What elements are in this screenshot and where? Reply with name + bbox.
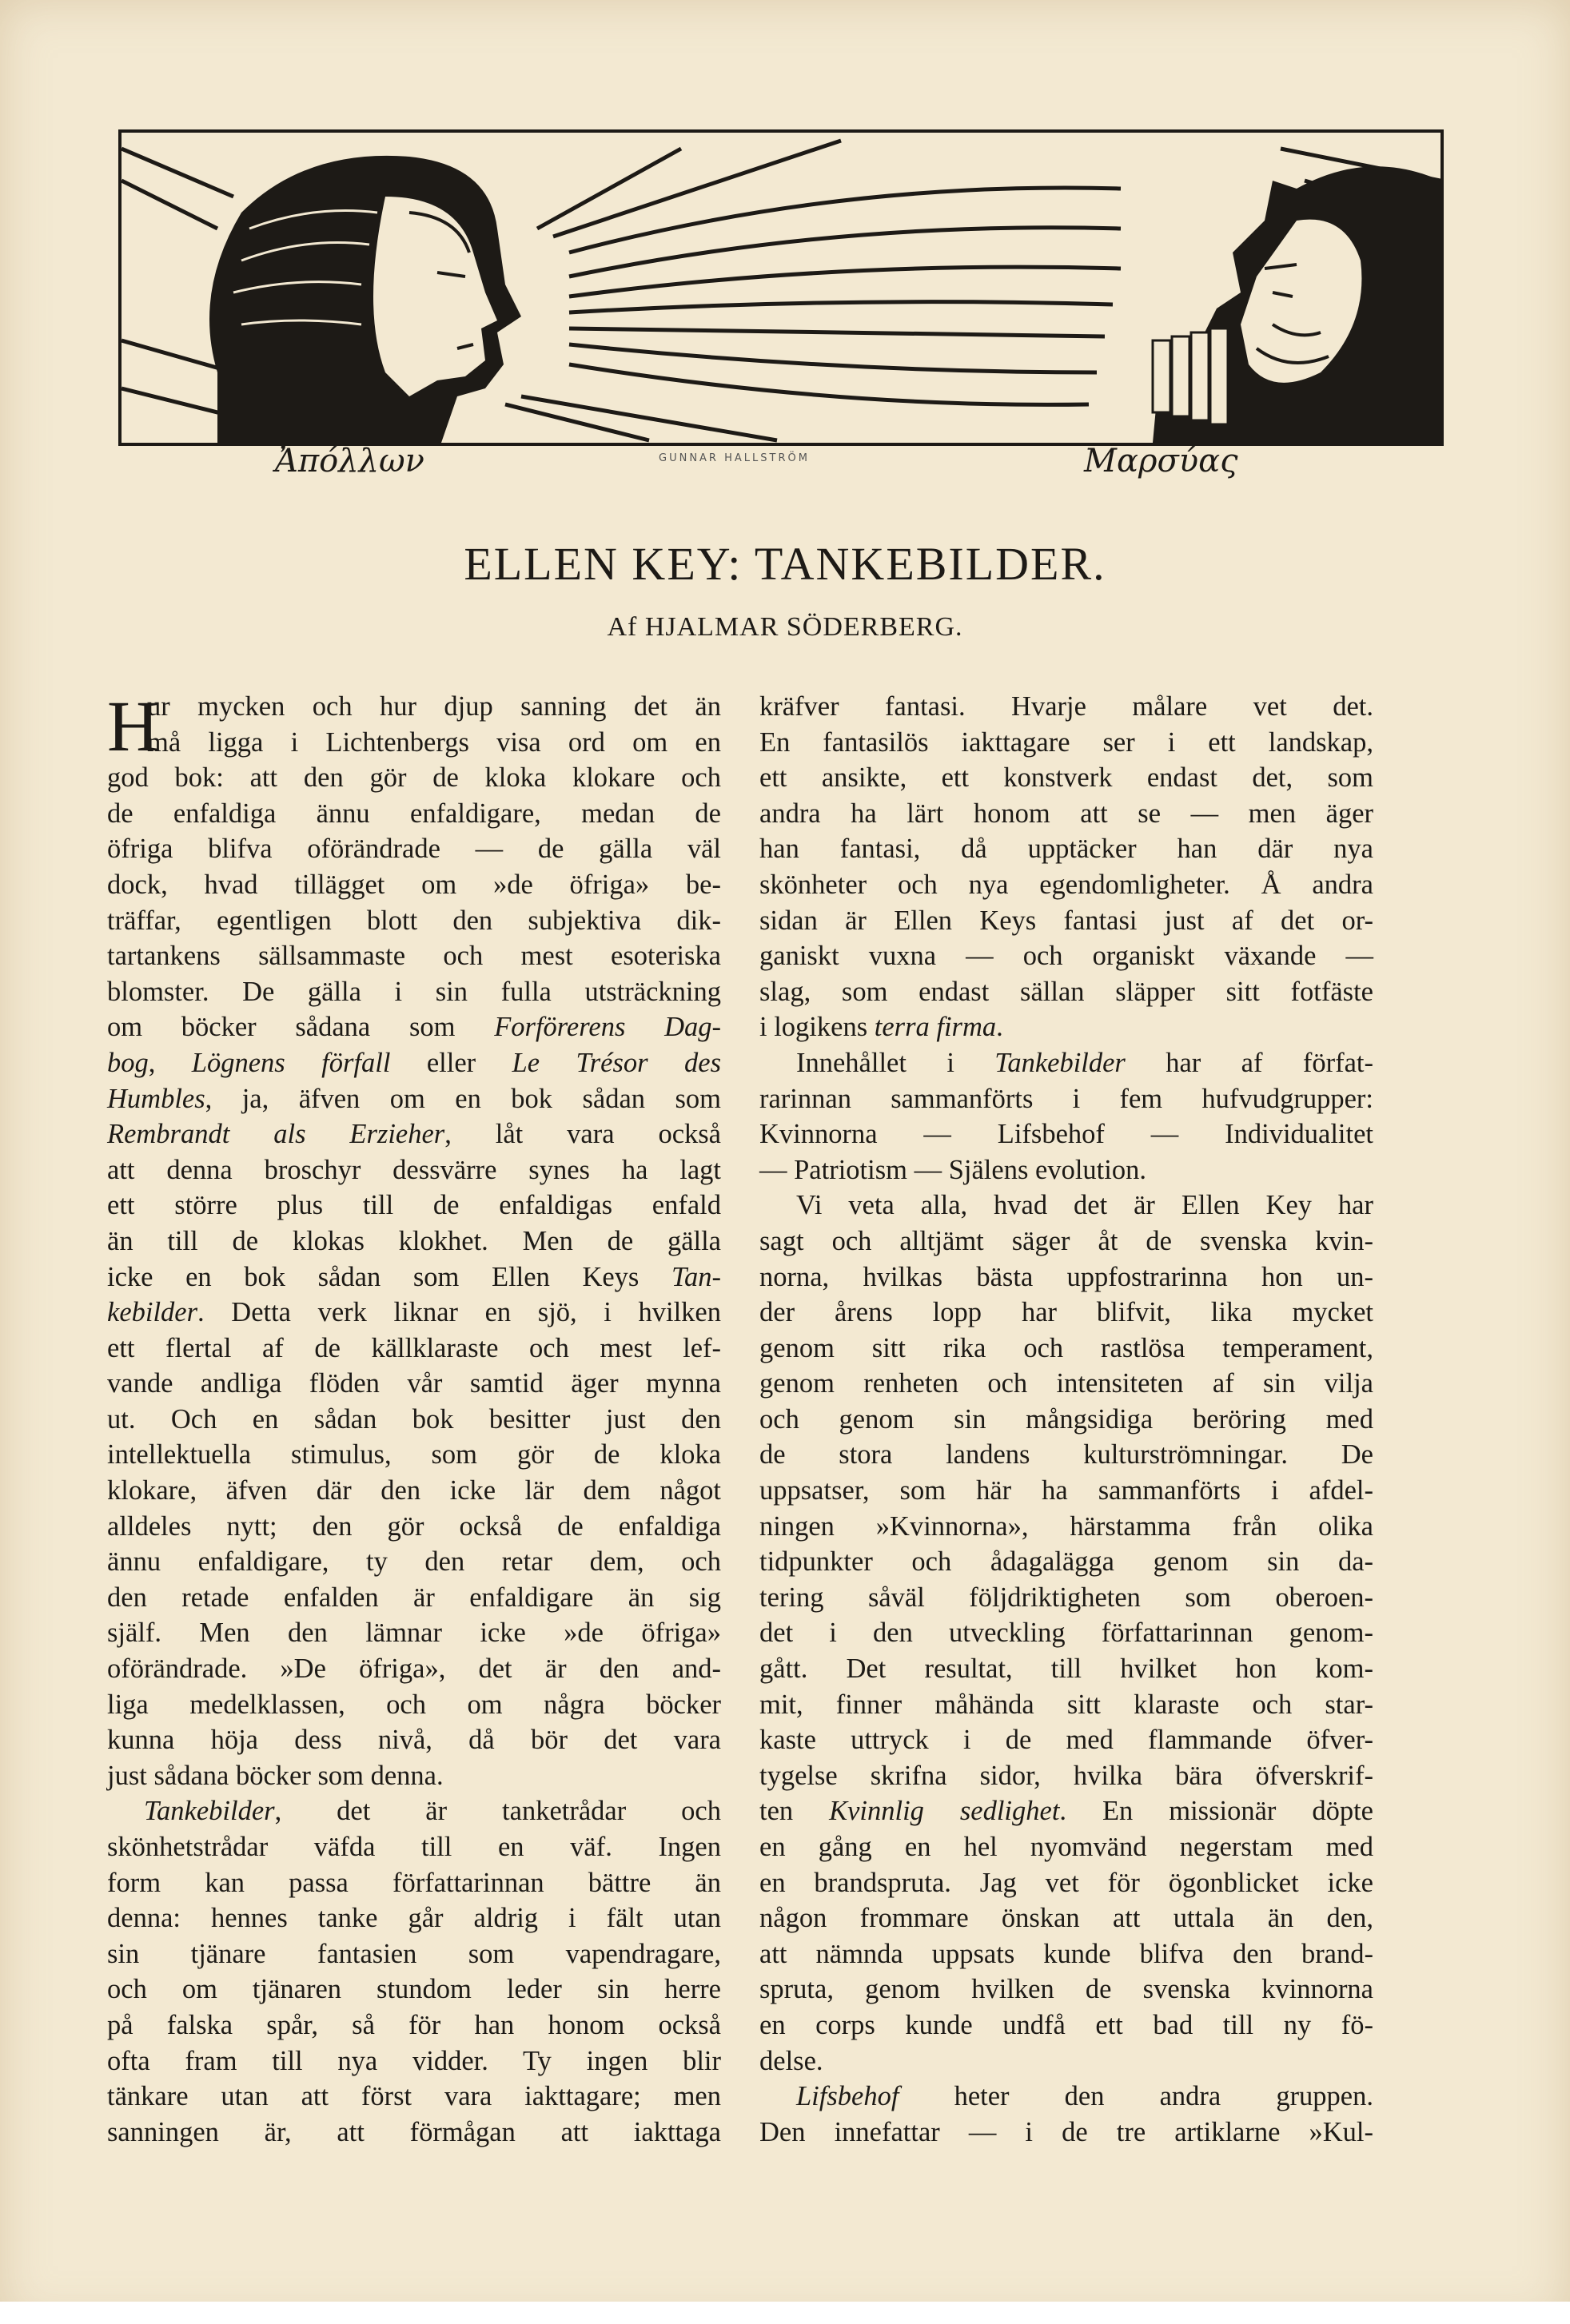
text-run: uppsatser, som här ha sammanförts i afdel-: [759, 1475, 1373, 1506]
text-run: , låt vara också: [444, 1119, 721, 1150]
text-line: [107, 1331, 721, 1367]
text-line: [107, 938, 721, 974]
text-run: om böcker sådana som: [107, 1012, 495, 1043]
italic-title-text: kebilder: [107, 1297, 198, 1328]
text-line: [107, 1972, 721, 2008]
text-run: god bok: att den gör de kloka klokare och: [107, 762, 721, 794]
text-run: delse.: [759, 2045, 823, 2076]
text-line: [759, 1900, 1373, 1936]
text-column-right: [759, 689, 1373, 2150]
article-title: ELLEN KEY: TANKEBILDER.: [464, 538, 1106, 590]
text-run: eller: [390, 1047, 512, 1078]
text-run: skönhetstrådar väfda till en väf. Ingen: [107, 1832, 721, 1862]
text-line: [107, 1473, 721, 1509]
text-run: .: [996, 1012, 1003, 1043]
text-run: må ligga i Lichtenbergs visa ord om en: [147, 726, 721, 758]
text-line: [759, 1331, 1373, 1367]
text-line: [107, 1580, 721, 1616]
text-run: de enfaldiga ännu enfaldigare, medan de: [107, 798, 721, 829]
text-line: [107, 831, 721, 867]
text-run: någon frommare önskan att uttala än den,: [759, 1903, 1373, 1934]
text-run: En fantasilös iakttagare ser i ett landskap,: [759, 726, 1373, 758]
text-line: [759, 2079, 1373, 2115]
text-line: [759, 831, 1373, 867]
text-run: ten: [759, 1796, 830, 1827]
article-byline: [0, 612, 1570, 643]
text-line: [759, 1473, 1373, 1509]
text-run: gått. Det resultat, till hvilket hon kom-: [759, 1653, 1373, 1685]
text-run: att denna broschyr dessvärre synes ha lagt: [107, 1154, 721, 1185]
text-line: [759, 1509, 1373, 1545]
text-run: tygelse skrifna sidor, hvilka bära öfverskrif-: [759, 1760, 1373, 1791]
text-line: [107, 1793, 721, 1829]
text-run: i logikens: [759, 1012, 875, 1043]
text-run: oförändrade. »De öfriga», det är den and-: [107, 1653, 721, 1685]
text-line: [759, 1936, 1373, 1972]
italic-title-text: Lifsbehof: [796, 2081, 899, 2112]
text-run: sanningen är, att förmågan att iakttaga: [107, 2116, 721, 2147]
text-run: mit, finner måhända sitt klaraste och star-: [759, 1689, 1373, 1720]
text-run: sin tjänare fantasien som vapendragare,: [107, 1938, 721, 1969]
text-run: ur mycken och hur djup sanning det än: [147, 691, 721, 722]
text-line: [107, 2008, 721, 2043]
text-line: [107, 1758, 721, 1794]
text-line: [107, 1900, 721, 1936]
text-run: och om tjänaren stundom leder sin herre: [107, 1974, 721, 2005]
text-line: [759, 1402, 1373, 1438]
text-line: [759, 1972, 1373, 2008]
text-line: [107, 2115, 721, 2151]
caption-marsyas: Μαρσύας: [1084, 443, 1238, 480]
text-line: [107, 1402, 721, 1438]
text-line: [107, 1295, 721, 1331]
text-run: klokare, äfven där den icke lär dem något: [107, 1475, 721, 1506]
text-line: [107, 1081, 721, 1117]
text-line: [107, 1936, 721, 1972]
text-run: denna: hennes tanke går aldrig i fält utan: [107, 1903, 721, 1934]
text-line: [759, 1295, 1373, 1331]
text-run: Vi veta alla, hvad det är Ellen Key har: [796, 1190, 1373, 1221]
text-run: Kvinnorna — Lifsbehof — Individualitet: [759, 1119, 1373, 1150]
text-run: , det är tanketrådar och: [274, 1796, 721, 1827]
text-line: [759, 1615, 1373, 1651]
text-line: [759, 1651, 1373, 1687]
text-line: [107, 1045, 721, 1081]
text-line: [759, 2115, 1373, 2151]
text-run: rarinnan sammanförts i fem hufvudgrupper:: [759, 1083, 1373, 1114]
text-run: än till de klokas klokhet. Men de gälla: [107, 1225, 721, 1256]
italic-title-text: bog: [107, 1047, 149, 1078]
apollo-figure: [209, 156, 521, 443]
text-line: [759, 1829, 1373, 1865]
text-run: ningen »Kvinnorna», härstamma från olika: [759, 1510, 1373, 1542]
text-line: [107, 1009, 721, 1045]
text-run: Innehållet i: [796, 1047, 995, 1078]
text-run: . En missionär döpte: [1059, 1796, 1373, 1827]
text-run: liga medelklassen, och om några böcker: [107, 1689, 721, 1720]
text-line: [759, 2008, 1373, 2043]
text-run: Den innefattar — i de tre artiklarne »Kul-: [759, 2116, 1373, 2147]
text-run: alldeles nytt; den gör också de enfaldiga: [107, 1510, 721, 1542]
italic-title-text: Tankebilder: [994, 1047, 1126, 1078]
marsyas-figure: [1153, 166, 1440, 443]
text-line: [107, 2079, 721, 2115]
text-line: [107, 1722, 721, 1758]
text-line: [107, 974, 721, 1010]
text-line: [759, 1544, 1373, 1580]
text-run: icke en bok sådan som Ellen Keys: [107, 1261, 671, 1292]
text-line: [759, 1009, 1373, 1045]
text-run: och genom sin mångsidiga beröring med: [759, 1403, 1373, 1435]
text-line: [759, 1793, 1373, 1829]
text-run: ett större plus till de enfaldigas enfald: [107, 1190, 721, 1221]
text-line: [107, 2043, 721, 2079]
text-line: [759, 796, 1373, 832]
italic-title-text: terra firma: [874, 1012, 997, 1043]
text-line: [759, 1366, 1373, 1402]
text-line: [759, 1045, 1373, 1081]
text-line: [107, 1437, 721, 1473]
drop-cap: H: [107, 687, 159, 766]
text-run: kunna höja dess nivå, då bör det vara: [107, 1725, 721, 1756]
text-run: blomster. De gälla i sin fulla utsträckning: [107, 976, 721, 1007]
text-line: [107, 1509, 721, 1545]
text-run: norna, hvilkas bästa uppfostrarinna hon un-: [759, 1261, 1373, 1292]
text-run: tänkare utan att först vara iakttagare; men: [107, 2081, 721, 2112]
text-line: [759, 1722, 1373, 1758]
text-line: [759, 1580, 1373, 1616]
text-run: form kan passa författarinnan bättre än: [107, 1867, 721, 1898]
text-line: [759, 1116, 1373, 1152]
italic-title-text: Tan-: [671, 1261, 721, 1292]
text-line: [107, 1366, 721, 1402]
text-run: intellektuella stimulus, som gör de kloka: [107, 1439, 721, 1470]
text-run: slag, som endast sällan släpper sitt fotfäste: [759, 976, 1373, 1007]
page-edge: [0, 2302, 1570, 2324]
text-line: [107, 903, 721, 939]
text-run: ännu enfaldigare, ty den retar dem, och: [107, 1546, 721, 1578]
text-line: [107, 1224, 721, 1259]
italic-title-text: Tankebilder: [144, 1796, 275, 1827]
text-run: kaste uttryck i de med flammande öfver-: [759, 1725, 1373, 1756]
italic-title-text: Forförerens Dag-: [494, 1012, 721, 1043]
text-run: själf. Men den lämnar icke »de öfriga»: [107, 1618, 721, 1649]
text-run: han fantasi, då upptäcker han där nya: [759, 834, 1373, 865]
text-run: en brandspruta. Jag vet för ögonblicket icke: [759, 1867, 1373, 1898]
text-run: andra ha lärt honom att se — men äger: [759, 798, 1373, 829]
text-run: en gång en hel nyomvänd negerstam med: [759, 1832, 1373, 1862]
text-line: [107, 760, 721, 796]
text-line: [759, 1152, 1373, 1188]
text-run: skönheter och nya egendomligheter. Å andra: [759, 869, 1373, 900]
text-run: just sådana böcker som denna.: [107, 1760, 444, 1791]
text-run: tidpunkter och ådagalägga genom sin da-: [759, 1546, 1373, 1578]
text-run: har af förfat-: [1125, 1047, 1373, 1078]
text-run: den retade enfalden är enfaldigare än sig: [107, 1582, 721, 1613]
text-line: [759, 974, 1373, 1010]
text-line: [759, 689, 1373, 725]
caption-apollo: Ἀπόλλων: [275, 443, 424, 480]
text-line: [107, 1865, 721, 1901]
header-illustration: [118, 129, 1444, 446]
text-line: [107, 1687, 721, 1723]
text-line: [107, 1651, 721, 1687]
text-line: [759, 1687, 1373, 1723]
text-line: [107, 689, 721, 725]
text-run: , ja, äfven om en bok sådan som: [205, 1083, 721, 1114]
text-run: de stora landens kulturströmningar. De: [759, 1439, 1373, 1470]
text-line: [107, 1152, 721, 1188]
text-line: [759, 725, 1373, 761]
text-run: ut. Och en sådan bok besitter just den: [107, 1403, 721, 1435]
byline-prefix: Af: [607, 612, 638, 642]
italic-title-text: Lögnens förfall: [191, 1047, 391, 1078]
text-run: tartankens sällsammaste och mest esoteriska: [107, 941, 721, 972]
text-run: der årens lopp har blifvit, lika mycket: [759, 1297, 1373, 1328]
text-line: [759, 1758, 1373, 1794]
text-run: öfriga blifva oförändrade — de gälla väl: [107, 834, 721, 865]
text-run: . Detta verk liknar en sjö, i hvilken: [197, 1297, 721, 1328]
byline-author: HJALMAR SÖDERBERG.: [644, 612, 963, 642]
text-line: [107, 1615, 721, 1651]
text-line: [759, 938, 1373, 974]
text-run: genom renheten och intensiteten af sin vilja: [759, 1368, 1373, 1399]
text-run: dock, hvad tillägget om »de öfriga» be-: [107, 869, 721, 900]
text-run: vande andliga flöden vår samtid äger mynna: [107, 1368, 721, 1399]
text-run: att nämnda uppsats kunde blifva den brand-: [759, 1938, 1373, 1969]
text-line: [107, 1188, 721, 1224]
text-line: [759, 2043, 1373, 2079]
text-line: [759, 1188, 1373, 1224]
text-run: ett ansikte, ett konstverk endast det, som: [759, 762, 1373, 794]
text-line: [759, 1224, 1373, 1259]
text-line: [759, 1437, 1373, 1473]
text-line: [107, 1544, 721, 1580]
text-line: [759, 867, 1373, 903]
text-run: det i den utveckling författarinnan genom-: [759, 1618, 1373, 1649]
text-line: [759, 1865, 1373, 1901]
text-run: — Patriotism — Själens evolution.: [759, 1154, 1146, 1185]
text-run: spruta, genom hvilken de svenska kvinnorna: [759, 1974, 1373, 2005]
text-line: [759, 760, 1373, 796]
text-line: [107, 796, 721, 832]
text-run: träffar, egentligen blott den subjektiva dik-: [107, 905, 721, 936]
text-line: [107, 1259, 721, 1295]
text-line: [759, 903, 1373, 939]
text-run: tering såväl följdriktigheten som oberoen-: [759, 1582, 1373, 1613]
text-line: [759, 1259, 1373, 1295]
italic-title-text: Humbles: [107, 1083, 205, 1114]
text-run: på falska spår, så för han honom också: [107, 2009, 721, 2040]
text-line: [107, 1116, 721, 1152]
text-run: en corps kunde undfå ett bad till ny fö-: [759, 2009, 1373, 2040]
italic-title-text: Le Trésor des: [512, 1047, 721, 1078]
text-run: ofta fram till nya vidder. Ty ingen blir: [107, 2045, 721, 2076]
text-line: [107, 725, 721, 761]
text-line: [107, 867, 721, 903]
text-run: ganiskt vuxna — och organiskt växande —: [759, 941, 1373, 972]
text-run: sidan är Ellen Keys fantasi just af det or-: [759, 905, 1373, 936]
text-line: [759, 1081, 1373, 1117]
artist-signature: GUNNAR HALLSTRÖM: [659, 452, 810, 464]
text-run: sagt och alltjämt säger åt de svenska kvin-: [759, 1225, 1373, 1256]
text-line: [107, 1829, 721, 1865]
text-run: ett flertal af de källklaraste och mest lef-: [107, 1332, 721, 1363]
text-run: kräfver fantasi. Hvarje målare vet det.: [759, 691, 1373, 722]
italic-title-text: Rembrandt als Erzieher: [107, 1119, 445, 1150]
text-run: genom sitt rika och rastlösa temperament,: [759, 1332, 1373, 1363]
italic-title-text: Kvinnlig sedlighet: [829, 1796, 1060, 1827]
text-run: ,: [148, 1047, 192, 1078]
text-run: heter den andra gruppen.: [899, 2081, 1373, 2112]
text-column-left: [107, 689, 721, 2150]
